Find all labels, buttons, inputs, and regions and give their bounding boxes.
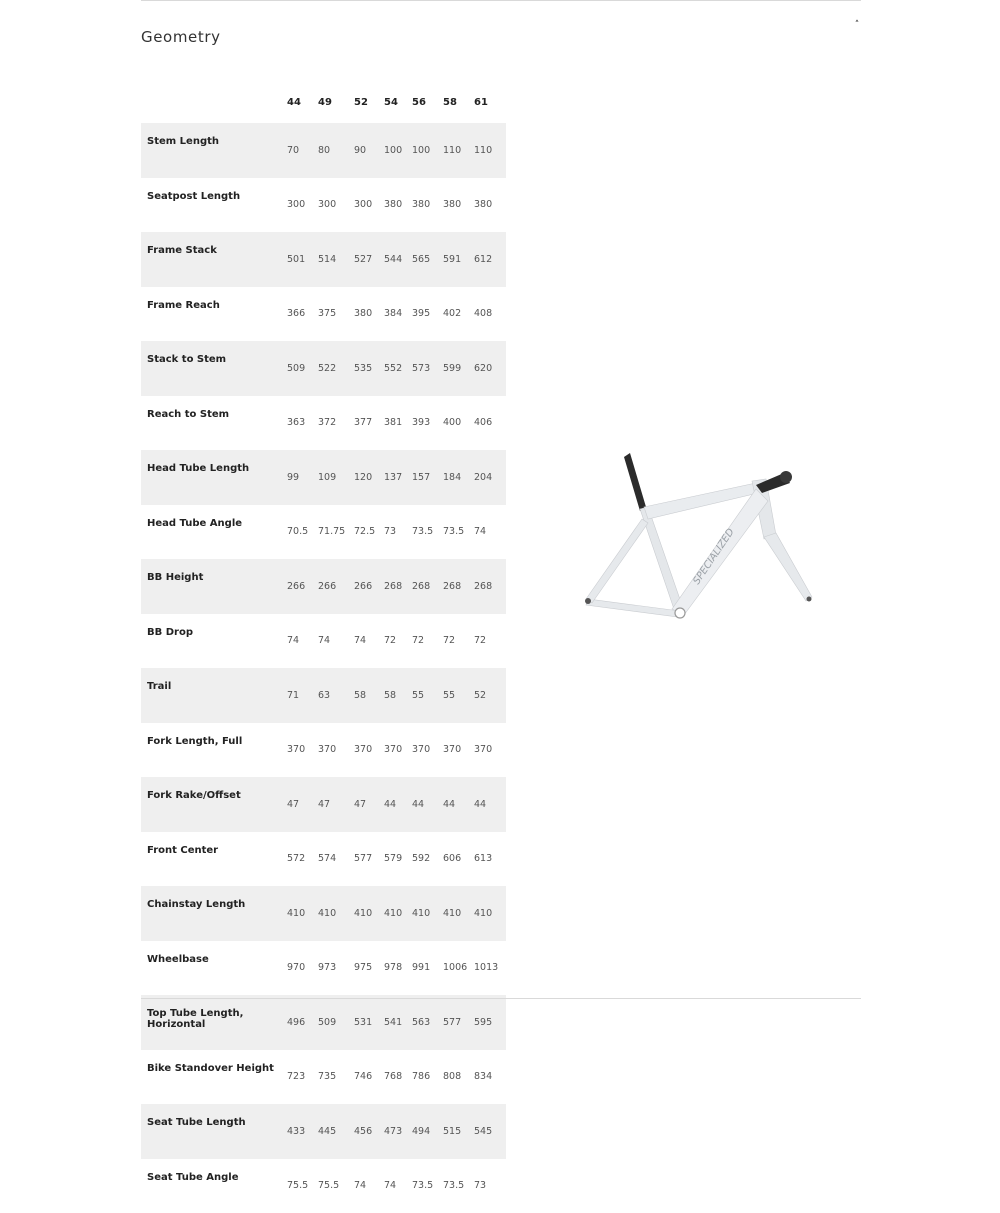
table-cell: 456 (354, 1104, 384, 1159)
table-cell: 591 (443, 232, 474, 287)
table-cell: 768 (384, 1050, 412, 1105)
table-row (141, 886, 506, 941)
table-cell: 509 (287, 341, 318, 396)
table-cell: 991 (412, 941, 443, 996)
table-cell: 109 (318, 450, 354, 505)
row-label: Stack to Stem (141, 341, 287, 396)
table-cell: 44 (384, 777, 412, 832)
table-cell: 834 (474, 1050, 506, 1105)
table-cell: 110 (474, 123, 506, 178)
table-cell: 606 (443, 832, 474, 887)
row-label: Seat Tube Length (141, 1104, 287, 1159)
table-cell: 72.5 (354, 505, 384, 560)
table-row (141, 941, 506, 996)
table-cell: 100 (412, 123, 443, 178)
table-cell: 300 (287, 178, 318, 233)
table-row (141, 777, 506, 832)
table-cell: 71 (287, 668, 318, 723)
table-cell: 613 (474, 832, 506, 887)
table-cell: 370 (474, 723, 506, 778)
table-cell: 268 (474, 559, 506, 614)
table-cell: 73.5 (412, 505, 443, 560)
table-cell: 400 (443, 396, 474, 451)
table-cell: 746 (354, 1050, 384, 1105)
table-row (141, 1050, 506, 1105)
chevron-up-icon[interactable]: ˄ (850, 18, 864, 32)
table-cell: 573 (412, 341, 443, 396)
table-cell: 612 (474, 232, 506, 287)
table-cell: 577 (354, 832, 384, 887)
table-cell: 402 (443, 287, 474, 342)
table-cell: 266 (287, 559, 318, 614)
table-cell: 380 (354, 287, 384, 342)
row-label: Head Tube Length (141, 450, 287, 505)
top-divider (141, 0, 861, 1)
table-cell: 494 (412, 1104, 443, 1159)
table-cell: 80 (318, 123, 354, 178)
seatpost-shape (624, 453, 646, 511)
table-cell: 300 (318, 178, 354, 233)
table-cell: 90 (354, 123, 384, 178)
table-cell: 406 (474, 396, 506, 451)
table-cell: 47 (287, 777, 318, 832)
table-row (141, 668, 506, 723)
table-cell: 544 (384, 232, 412, 287)
table-cell: 63 (318, 668, 354, 723)
table-cell: 74 (354, 1159, 384, 1213)
table-cell: 579 (384, 832, 412, 887)
table-cell: 55 (443, 668, 474, 723)
table-cell: 577 (443, 995, 474, 1050)
table-cell: 1013 (474, 941, 506, 996)
table-cell: 410 (412, 886, 443, 941)
table-cell: 137 (384, 450, 412, 505)
geometry-table (141, 82, 506, 1213)
table-cell: 380 (474, 178, 506, 233)
row-label: Top Tube Length, Horizontal (141, 995, 287, 1050)
table-cell: 572 (287, 832, 318, 887)
size-header: 44 (287, 82, 318, 123)
table-cell: 74 (474, 505, 506, 560)
table-row (141, 832, 506, 887)
table-cell: 978 (384, 941, 412, 996)
size-header-row (141, 82, 506, 123)
table-cell: 73.5 (412, 1159, 443, 1213)
table-cell: 410 (384, 886, 412, 941)
table-cell: 72 (474, 614, 506, 669)
table-row (141, 505, 506, 560)
table-cell: 99 (287, 450, 318, 505)
table-cell: 70 (287, 123, 318, 178)
table-cell: 592 (412, 832, 443, 887)
table-cell: 110 (443, 123, 474, 178)
row-label: Chainstay Length (141, 886, 287, 941)
table-row (141, 232, 506, 287)
table-row (141, 396, 506, 451)
table-cell: 501 (287, 232, 318, 287)
size-header: 52 (354, 82, 384, 123)
table-row (141, 559, 506, 614)
table-cell: 72 (443, 614, 474, 669)
table-cell: 377 (354, 396, 384, 451)
row-label: Bike Standover Height (141, 1050, 287, 1105)
table-cell: 268 (384, 559, 412, 614)
table-cell: 973 (318, 941, 354, 996)
table-cell: 100 (384, 123, 412, 178)
table-cell: 384 (384, 287, 412, 342)
size-header: 54 (384, 82, 412, 123)
table-cell: 73 (384, 505, 412, 560)
table-cell: 410 (474, 886, 506, 941)
front-dropout (807, 597, 812, 602)
rear-dropout (585, 598, 591, 604)
table-cell: 445 (318, 1104, 354, 1159)
table-cell: 408 (474, 287, 506, 342)
table-cell: 380 (384, 178, 412, 233)
table-cell: 75.5 (287, 1159, 318, 1213)
brand-logo: SPECIALIZED (691, 527, 737, 587)
row-label: BB Height (141, 559, 287, 614)
table-cell: 410 (354, 886, 384, 941)
table-cell: 74 (384, 1159, 412, 1213)
table-cell: 268 (412, 559, 443, 614)
table-cell: 808 (443, 1050, 474, 1105)
bottom-divider (141, 998, 861, 999)
seatstay-shape (586, 519, 648, 603)
size-header: 56 (412, 82, 443, 123)
table-cell: 72 (412, 614, 443, 669)
header-blank (141, 82, 287, 123)
table-row (141, 1159, 506, 1213)
table-cell: 410 (318, 886, 354, 941)
table-cell: 75.5 (318, 1159, 354, 1213)
table-cell: 515 (443, 1104, 474, 1159)
bottom-bracket (675, 608, 685, 618)
table-cell: 71.75 (318, 505, 354, 560)
table-row (141, 178, 506, 233)
table-cell: 72 (384, 614, 412, 669)
table-row (141, 1104, 506, 1159)
table-cell: 975 (354, 941, 384, 996)
section-title: Geometry (141, 28, 221, 46)
table-cell: 552 (384, 341, 412, 396)
bike-frame-image (580, 445, 815, 625)
row-label: Seat Tube Angle (141, 1159, 287, 1213)
row-label: Frame Reach (141, 287, 287, 342)
table-cell: 370 (412, 723, 443, 778)
table-cell: 363 (287, 396, 318, 451)
row-label: Trail (141, 668, 287, 723)
table-cell: 545 (474, 1104, 506, 1159)
table-row (141, 287, 506, 342)
table-cell: 433 (287, 1104, 318, 1159)
row-label: Reach to Stem (141, 396, 287, 451)
size-header: 58 (443, 82, 474, 123)
chainstay-shape (586, 599, 680, 617)
row-label: Front Center (141, 832, 287, 887)
table-cell: 599 (443, 341, 474, 396)
table-cell: 375 (318, 287, 354, 342)
table-cell: 786 (412, 1050, 443, 1105)
table-row (141, 341, 506, 396)
table-row (141, 723, 506, 778)
table-cell: 410 (443, 886, 474, 941)
table-cell: 370 (318, 723, 354, 778)
table-cell: 52 (474, 668, 506, 723)
table-cell: 44 (443, 777, 474, 832)
table-cell: 74 (287, 614, 318, 669)
table-cell: 522 (318, 341, 354, 396)
size-header: 61 (474, 82, 506, 123)
table-row (141, 614, 506, 669)
table-cell: 300 (354, 178, 384, 233)
table-cell: 595 (474, 995, 506, 1050)
row-label: Wheelbase (141, 941, 287, 996)
table-cell: 74 (354, 614, 384, 669)
table-cell: 535 (354, 341, 384, 396)
row-label: BB Drop (141, 614, 287, 669)
table-cell: 44 (412, 777, 443, 832)
table-cell: 565 (412, 232, 443, 287)
table-cell: 268 (443, 559, 474, 614)
table-row (141, 123, 506, 178)
table-cell: 531 (354, 995, 384, 1050)
table-cell: 381 (384, 396, 412, 451)
table-cell: 70.5 (287, 505, 318, 560)
table-cell: 47 (318, 777, 354, 832)
table-cell: 74 (318, 614, 354, 669)
table-cell: 574 (318, 832, 354, 887)
table-cell: 184 (443, 450, 474, 505)
table-cell: 73.5 (443, 1159, 474, 1213)
table-cell: 55 (412, 668, 443, 723)
table-cell: 509 (318, 995, 354, 1050)
table-cell: 541 (384, 995, 412, 1050)
table-cell: 380 (443, 178, 474, 233)
table-cell: 723 (287, 1050, 318, 1105)
table-cell: 527 (354, 232, 384, 287)
table-cell: 58 (384, 668, 412, 723)
table-cell: 395 (412, 287, 443, 342)
table-cell: 410 (287, 886, 318, 941)
table-cell: 120 (354, 450, 384, 505)
table-cell: 393 (412, 396, 443, 451)
table-cell: 370 (384, 723, 412, 778)
table-cell: 514 (318, 232, 354, 287)
row-label: Fork Length, Full (141, 723, 287, 778)
row-label: Seatpost Length (141, 178, 287, 233)
size-header: 49 (318, 82, 354, 123)
table-row (141, 450, 506, 505)
table-cell: 970 (287, 941, 318, 996)
fork-shape (764, 533, 812, 601)
table-cell: 58 (354, 668, 384, 723)
row-label: Stem Length (141, 123, 287, 178)
table-cell: 380 (412, 178, 443, 233)
table-cell: 366 (287, 287, 318, 342)
table-cell: 735 (318, 1050, 354, 1105)
table-cell: 266 (318, 559, 354, 614)
handlebar-clamp (780, 471, 792, 483)
table-cell: 1006 (443, 941, 474, 996)
table-cell: 370 (443, 723, 474, 778)
table-row (141, 995, 506, 1050)
table-cell: 620 (474, 341, 506, 396)
table-cell: 370 (354, 723, 384, 778)
table-cell: 473 (384, 1104, 412, 1159)
table-cell: 73 (474, 1159, 506, 1213)
table-cell: 204 (474, 450, 506, 505)
table-cell: 370 (287, 723, 318, 778)
row-label: Frame Stack (141, 232, 287, 287)
row-label: Head Tube Angle (141, 505, 287, 560)
table-cell: 47 (354, 777, 384, 832)
table-cell: 563 (412, 995, 443, 1050)
table-cell: 372 (318, 396, 354, 451)
table-cell: 496 (287, 995, 318, 1050)
table-cell: 73.5 (443, 505, 474, 560)
table-cell: 157 (412, 450, 443, 505)
row-label: Fork Rake/Offset (141, 777, 287, 832)
table-cell: 44 (474, 777, 506, 832)
table-cell: 266 (354, 559, 384, 614)
